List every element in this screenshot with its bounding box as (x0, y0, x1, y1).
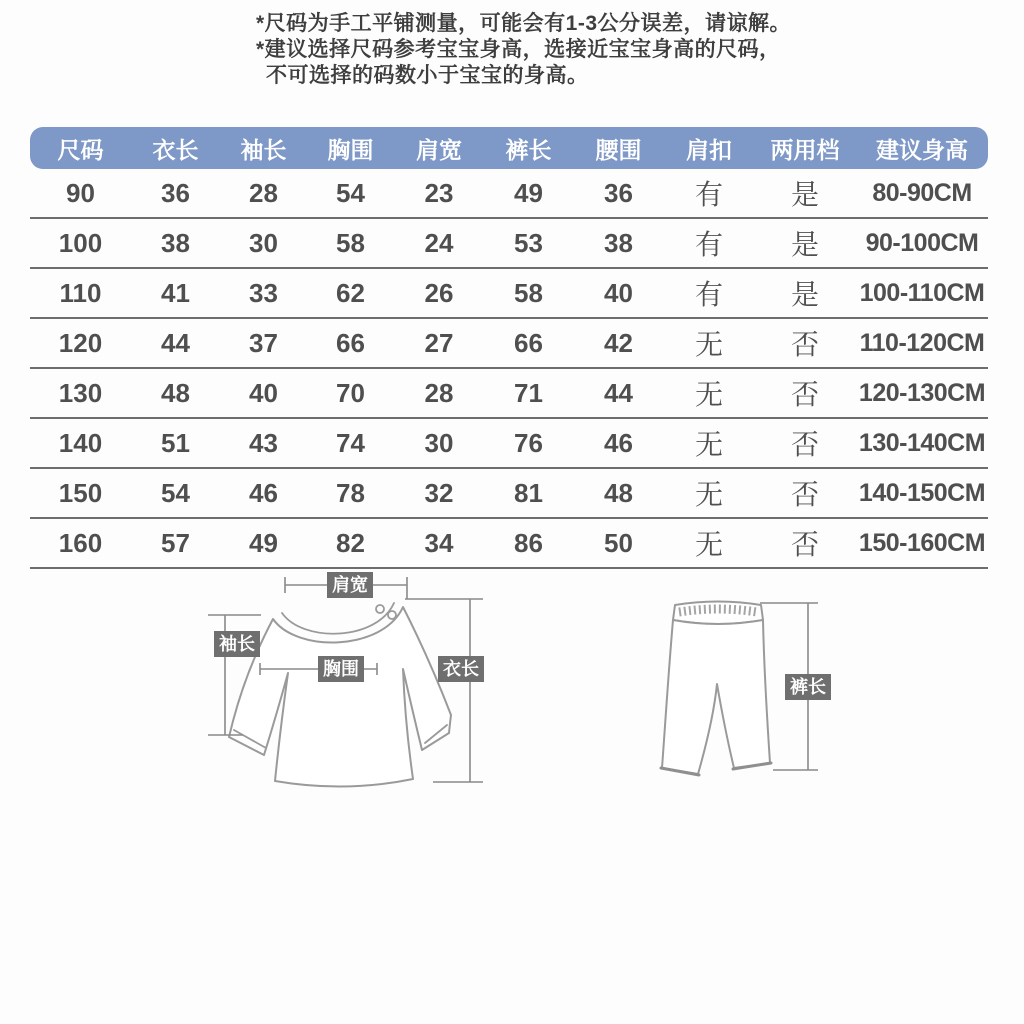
table-cell: 44 (161, 327, 190, 358)
table-cell: 23 (424, 177, 454, 208)
table-cell: 27 (424, 327, 454, 358)
table-cell: 40 (604, 277, 633, 308)
table-cell: 否 (790, 380, 819, 411)
table-row (30, 519, 988, 569)
table-row (30, 319, 988, 369)
table-cell: 是 (790, 280, 819, 311)
table-cell: 53 (514, 227, 543, 258)
table-cell: 110-120CM (859, 328, 985, 357)
table-cell: 24 (424, 227, 454, 258)
note-line-1: *尺码为手工平铺测量，可能会有1-3公分误差，请谅解。 (256, 12, 792, 35)
table-cell: 48 (161, 377, 190, 408)
table-cell: 90-100CM (865, 228, 979, 257)
table-cell: 无 (694, 380, 723, 411)
table-cell: 48 (604, 477, 633, 508)
pants-length-label: 裤长 (790, 677, 826, 697)
table-cell: 140-150CM (858, 478, 986, 507)
note-line-3: 不可选择的码数小于宝宝的身高。 (266, 64, 589, 87)
table-row (30, 269, 988, 319)
table-cell: 81 (514, 477, 543, 508)
table-cell: 76 (514, 427, 543, 458)
table-cell: 100-110CM (859, 278, 985, 307)
shirt-measurement-diagram (185, 563, 515, 813)
table-cell: 否 (790, 480, 819, 511)
table-cell: 38 (604, 227, 633, 258)
table-cell: 30 (424, 427, 454, 458)
size-table (30, 127, 988, 569)
table-cell: 32 (424, 477, 454, 508)
table-cell: 36 (604, 177, 633, 208)
table-cell: 是 (790, 230, 819, 261)
table-row (30, 369, 988, 419)
column-header-chest: 胸围 (327, 136, 374, 163)
table-cell: 54 (336, 177, 365, 208)
column-header-dual-use-crotch: 两用档 (770, 136, 840, 163)
table-cell: 140 (58, 427, 103, 458)
table-cell: 30 (249, 227, 278, 258)
table-cell: 58 (514, 277, 543, 308)
table-cell: 42 (604, 327, 633, 358)
table-cell: 有 (694, 180, 723, 211)
table-row (30, 469, 988, 519)
table-cell: 120 (58, 327, 103, 358)
measurement-notes (256, 11, 791, 89)
table-cell: 41 (161, 277, 190, 308)
table-cell: 82 (336, 527, 365, 558)
table-cell: 26 (424, 277, 454, 308)
column-header-waist: 腰围 (595, 136, 642, 163)
shoulder-width-label: 肩宽 (332, 575, 368, 595)
table-body (30, 169, 988, 569)
table-header-row (30, 127, 988, 169)
column-header-pants-length: 裤长 (505, 136, 552, 163)
table-cell: 28 (249, 177, 278, 208)
table-cell: 无 (694, 480, 723, 511)
table-cell: 150-160CM (858, 528, 986, 557)
table-cell: 否 (790, 430, 819, 461)
table-cell: 有 (694, 230, 723, 261)
table-cell: 78 (336, 477, 365, 508)
chest-label: 胸围 (323, 659, 359, 679)
column-header-garment-length: 衣长 (152, 136, 199, 163)
table-row (30, 419, 988, 469)
table-cell: 否 (790, 530, 819, 561)
table-cell: 62 (336, 277, 365, 308)
table-cell: 86 (514, 527, 543, 558)
table-cell: 无 (694, 530, 723, 561)
table-cell: 80-90CM (872, 178, 972, 207)
table-cell: 130 (58, 377, 103, 408)
table-cell: 160 (58, 527, 103, 558)
table-cell: 46 (604, 427, 633, 458)
table-cell: 66 (514, 327, 543, 358)
table-cell: 43 (249, 427, 278, 458)
table-row (30, 219, 988, 269)
table-cell: 49 (514, 177, 543, 208)
table-cell: 33 (249, 277, 278, 308)
garment-length-label: 衣长 (443, 659, 479, 679)
table-cell: 无 (694, 330, 723, 361)
table-cell: 否 (790, 330, 819, 361)
table-cell: 28 (424, 377, 454, 408)
table-cell: 有 (694, 280, 723, 311)
table-cell: 是 (790, 180, 819, 211)
column-header-shoulder-button: 肩扣 (686, 136, 732, 163)
table-cell: 40 (249, 377, 278, 408)
column-header-size: 尺码 (57, 136, 104, 163)
pants-outline-drawing (662, 620, 770, 774)
table-cell: 110 (59, 277, 102, 308)
column-header-sleeve-length: 袖长 (240, 136, 287, 163)
pants-measurement-diagram (618, 578, 878, 808)
table-cell: 44 (604, 377, 633, 408)
table-cell: 37 (249, 327, 278, 358)
table-cell: 74 (336, 427, 365, 458)
table-row (30, 169, 988, 219)
table-cell: 51 (161, 427, 190, 458)
table-cell: 57 (161, 527, 190, 558)
table-cell: 120-130CM (858, 378, 986, 407)
column-header-recommended-height: 建议身高 (876, 136, 968, 163)
table-cell: 49 (249, 527, 278, 558)
shoulder-button-icon (388, 611, 396, 619)
table-cell: 70 (336, 377, 365, 408)
table-cell: 无 (694, 430, 723, 461)
note-line-2: *建议选择尺码参考宝宝身高，选接近宝宝身高的尺码， (256, 38, 781, 61)
table-cell: 130-140CM (858, 428, 986, 457)
table-cell: 54 (161, 477, 190, 508)
table-cell: 46 (249, 477, 278, 508)
table-cell: 71 (514, 377, 543, 408)
table-cell: 58 (336, 227, 365, 258)
table-cell: 100 (58, 227, 103, 258)
table-cell: 66 (336, 327, 365, 358)
table-cell: 38 (161, 227, 190, 258)
table-cell: 150 (58, 477, 103, 508)
table-cell: 34 (424, 527, 454, 558)
shoulder-button-icon (376, 605, 384, 613)
table-cell: 50 (604, 527, 633, 558)
table-cell: 90 (66, 177, 95, 208)
table-cell: 36 (161, 177, 190, 208)
sleeve-length-label: 袖长 (219, 634, 255, 654)
column-header-shoulder-width: 肩宽 (416, 136, 462, 163)
